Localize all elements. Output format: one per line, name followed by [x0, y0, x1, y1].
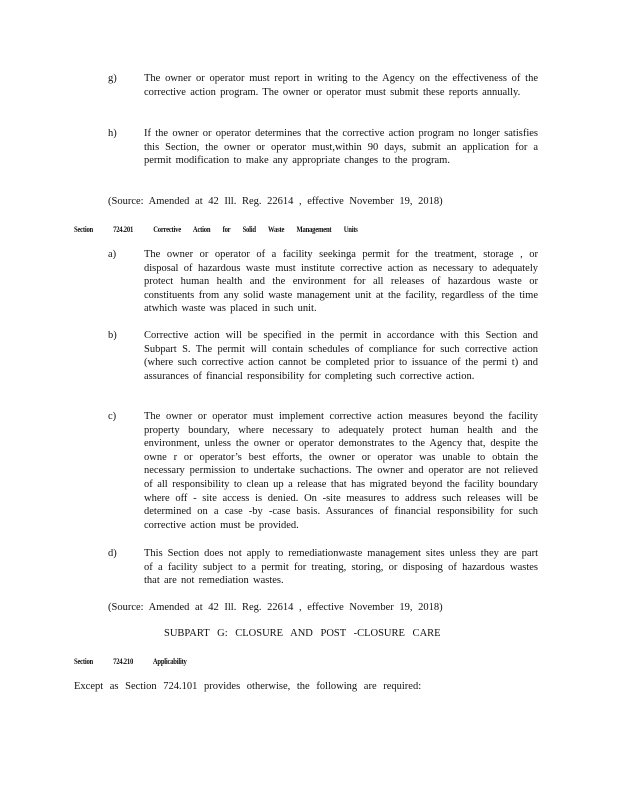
- paragraph-text: If the owner or operator determines that the corrective action program no longer satisfies this Section, the owner or operator must,within 90 days, submit an application for a permit modification to make any appropriate changes to the program.: [144, 128, 538, 167]
- paragraph-label: h): [108, 128, 117, 139]
- section-number: 724.210: [113, 656, 134, 666]
- section-number: 724.201: [113, 224, 134, 234]
- paragraph-label: a): [108, 249, 117, 260]
- paragraph-label: d): [108, 548, 117, 559]
- paragraph-label: g): [108, 73, 117, 84]
- paragraph-text: This Section does not apply to remediationwaste management sites unless they are part of a facility subject to a permit for treating, storing, or disposing of hazardous wastes that are not remediation wastes.: [144, 548, 538, 587]
- paragraph-text: Corrective action will be specified in the permit in accordance with this Section and Subpart S. The permit will contain schedules of compliance for such corrective action (where such corrective action cannot be completed prior to issuance of the permi t) and assurances of financial responsibility for completing such corrective action.: [144, 330, 538, 382]
- section-word: Section: [74, 656, 93, 666]
- section-word: Section: [74, 224, 93, 234]
- section-heading-724-201: [74, 224, 376, 234]
- section-title: Corrective Action for Solid Waste Management Units: [153, 224, 358, 234]
- body-paragraph: Except as Section 724.101 provides otherwise, the following are required:: [74, 681, 422, 692]
- source-note: (Source: Amended at 42 Ill. Reg. 22614 , effective November 19, 2018): [108, 196, 443, 207]
- paragraph-text: The owner or operator of a facility seekinga permit for the treatment, storage , or disposal of hazardous waste must institute corrective action as necessary to adequately protect human health and the environment for all releases of hazardous waste or constituents from any solid waste management unit at the facility, regardless of the time atwhich waste was placed in such unit.: [144, 249, 538, 315]
- paragraph-text: The owner or operator must report in writing to the Agency on the effectiveness of the corrective action program. The owner or operator must submit these reports annually.: [144, 73, 538, 98]
- paragraph-text: The owner or operator must implement corrective action measures beyond the facility property boundary, where necessary to adequately protect human health and the environment, unless the owner or operator demonstrates to the Agency that, despite the owne r or operator’s best efforts, the owner or operator was unable to obtain the necessary permission to undertake suchactions. The owner and operator are not relieved of all responsibility to clean up a release that has migrated beyond the facility boundary where off - site access is denied. On -site measures to address such releases will be determined on a case -by -case basis. Assurances of financial responsibility for such corrective action must be provided.: [144, 411, 538, 531]
- subpart-heading: SUBPART G: CLOSURE AND POST -CLOSURE CARE: [164, 628, 441, 639]
- paragraph-label: b): [108, 330, 117, 341]
- section-title: Applicability: [152, 656, 187, 666]
- source-note: (Source: Amended at 42 Ill. Reg. 22614 , effective November 19, 2018): [108, 602, 443, 613]
- section-heading-724-210: [74, 656, 205, 666]
- paragraph-label: c): [108, 411, 117, 422]
